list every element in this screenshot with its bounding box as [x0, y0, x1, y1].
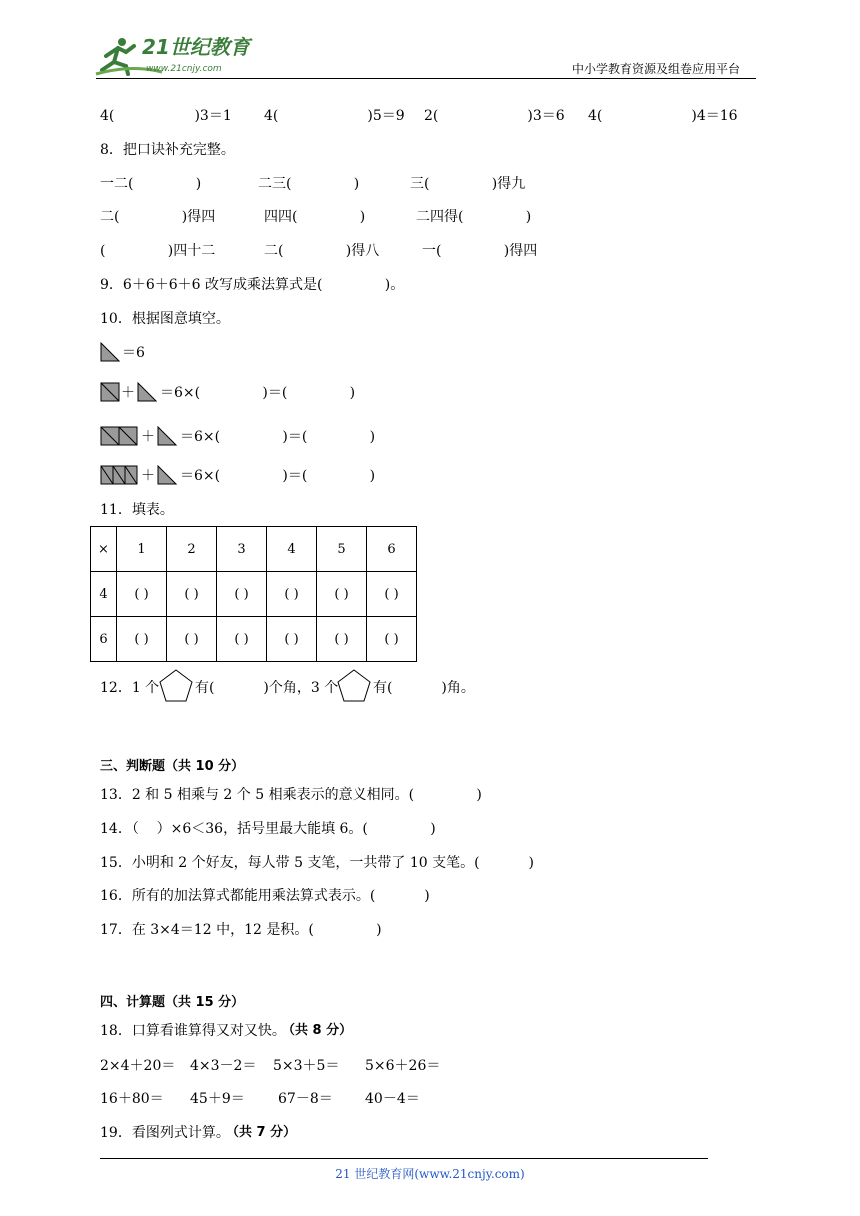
q10-row3-text: ＝6×( )＝( )	[180, 468, 376, 484]
section-3-heading: 三、判断题（共 10 分）	[100, 759, 245, 774]
q12-part-b: 有( )个角，3 个	[195, 680, 339, 696]
q8-title: 8．把口诀补充完整。	[100, 142, 235, 158]
q7-item-b: 4( )5＝9	[264, 108, 405, 124]
triangle-shape	[157, 426, 177, 446]
q8-r3a: ( )四十二	[100, 243, 216, 259]
q7-item-d: 4( )4＝16	[588, 108, 738, 124]
q8-r3c: 一( )得四	[422, 243, 538, 259]
calc-item: 4×3－2＝	[190, 1058, 257, 1074]
table-answer-cell[interactable]: ( )	[367, 572, 417, 617]
logo-text: 21世纪教育	[142, 35, 250, 59]
footer-link[interactable]: 21 世纪教育网(www.21cnjy.com)	[335, 1167, 525, 1181]
q19-points: （共 7 分）	[226, 1125, 297, 1140]
table-row	[91, 617, 417, 662]
table-answer-cell[interactable]: ( )	[267, 572, 317, 617]
table-cell: 4	[267, 527, 317, 572]
q8-r2b: 四四( )	[264, 209, 366, 225]
table-row	[91, 572, 417, 617]
q10-row0-text: ＝6	[122, 345, 145, 361]
plus-sign: ＋	[141, 429, 155, 445]
table-cell: 1	[117, 527, 167, 572]
calc-item: 5×3＋5＝	[273, 1058, 340, 1074]
site-logo	[92, 34, 262, 78]
table-answer-cell[interactable]: ( )	[167, 572, 217, 617]
table-answer-cell[interactable]: ( )	[317, 572, 367, 617]
q9-text: 9．6＋6＋6＋6 改写成乘法算式是( )。	[100, 277, 405, 293]
logo-url-text: www.21cnjy.com	[146, 64, 222, 74]
q10-row1-text: ＝6×( )＝( )	[160, 385, 356, 401]
q13-text: 13．2 和 5 相乘与 2 个 5 相乘表示的意义相同。( )	[100, 787, 482, 803]
q18-text: 18．口算看谁算得又对又快。	[100, 1023, 286, 1039]
q17-text: 17．在 3×4＝12 中，12 是积。( )	[100, 922, 382, 938]
q10-title: 10．根据图意填空。	[100, 311, 230, 327]
table-cell: 6	[367, 527, 417, 572]
table-answer-cell[interactable]: ( )	[117, 617, 167, 662]
calc-item: 5×6＋26＝	[365, 1058, 441, 1074]
three-squares-shape	[100, 465, 140, 485]
table-answer-cell[interactable]: ( )	[267, 617, 317, 662]
section-4-heading: 四、计算题（共 15 分）	[100, 995, 245, 1010]
calc-item: 2×4＋20＝	[100, 1058, 176, 1074]
table-answer-cell[interactable]: ( )	[217, 617, 267, 662]
pentagon-shape	[158, 668, 194, 704]
platform-title: 中小学教育资源及组卷应用平台	[572, 62, 741, 76]
calc-item: 67－8＝	[278, 1091, 333, 1107]
q16-text: 16．所有的加法算式都能用乘法算式表示。( )	[100, 888, 430, 904]
two-squares-shape	[100, 426, 140, 446]
q7-item-a: 4( )3＝1	[100, 108, 232, 124]
table-answer-cell[interactable]: ( )	[217, 572, 267, 617]
table-cell: 4	[91, 572, 117, 617]
q12-part-a: 12．1 个	[100, 680, 160, 696]
q12-part-c: 有( )角。	[373, 680, 475, 696]
table-cell: 6	[91, 617, 117, 662]
calc-item: 45＋9＝	[190, 1091, 245, 1107]
table-cell: ×	[91, 527, 117, 572]
q8-r1b: 二三( )	[258, 176, 360, 192]
table-answer-cell[interactable]: ( )	[167, 617, 217, 662]
calc-item: 16＋80＝	[100, 1091, 164, 1107]
pentagon-shape	[336, 668, 372, 704]
table-cell: 2	[167, 527, 217, 572]
plus-sign: ＋	[121, 385, 135, 401]
table-header-row	[91, 527, 417, 572]
q19-text: 19．看图列式计算。	[100, 1125, 230, 1141]
q15-text: 15．小明和 2 个好友，每人带 5 支笔，一共带了 10 支笔。( )	[100, 855, 535, 871]
plus-sign: ＋	[141, 468, 155, 484]
q11-title: 11．填表。	[100, 502, 174, 518]
q8-r3b: 二( )得八	[264, 243, 380, 259]
table-answer-cell[interactable]: ( )	[367, 617, 417, 662]
q8-r1c: 三( )得九	[410, 176, 526, 192]
q8-r2c: 二四得( )	[416, 209, 532, 225]
q18-points: （共 8 分）	[282, 1023, 353, 1038]
q14-text: 14．（ ）×6＜36，括号里最大能填 6。( )	[100, 821, 436, 837]
q8-r1a: 一二( )	[100, 176, 202, 192]
table-cell: 5	[317, 527, 367, 572]
triangle-shape	[157, 465, 177, 485]
square-shape	[100, 382, 120, 402]
table-answer-cell[interactable]: ( )	[117, 572, 167, 617]
calc-item: 40－4＝	[365, 1091, 420, 1107]
header-divider	[96, 78, 756, 79]
triangle-shape	[100, 342, 120, 362]
table-cell: 3	[217, 527, 267, 572]
q10-row2-text: ＝6×( )＝( )	[180, 429, 376, 445]
triangle-shape	[137, 382, 157, 402]
footer-divider	[100, 1158, 708, 1159]
multiplication-table	[90, 526, 417, 662]
q7-item-c: 2( )3＝6	[424, 108, 565, 124]
table-answer-cell[interactable]: ( )	[317, 617, 367, 662]
q8-r2a: 二( )得四	[100, 209, 216, 225]
